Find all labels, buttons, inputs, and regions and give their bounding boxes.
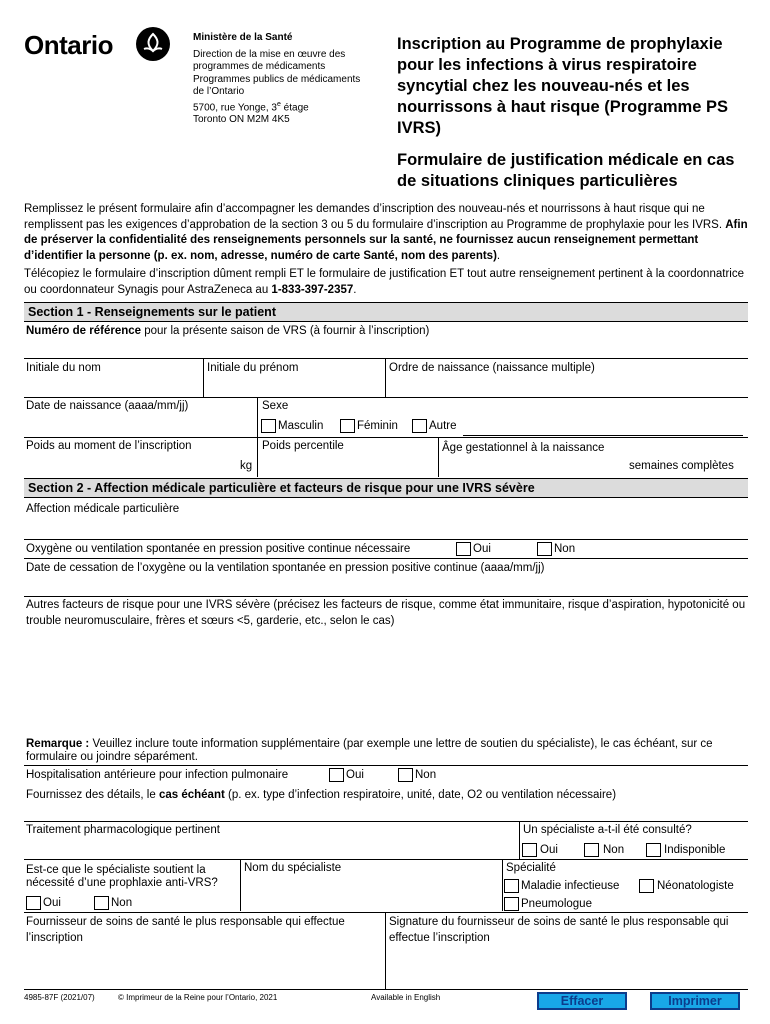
specialite-maladie-infectieuse-checkbox[interactable]: [504, 879, 519, 893]
copyright: © Imprimeur de la Reine pour l’Ontario, 2021: [118, 993, 278, 1002]
soutien-non-checkbox[interactable]: [94, 896, 109, 910]
form-subtitle: Formulaire de justification médicale en cas de situations cliniques particulières: [397, 151, 735, 190]
initial-nom-label: Initiale du nom: [26, 362, 101, 374]
address-line: Programmes publics de médicaments: [193, 73, 361, 85]
sexe-label: Sexe: [262, 400, 289, 412]
clear-button[interactable]: Effacer: [537, 992, 627, 1010]
logo-wordmark: Ontario: [24, 30, 113, 60]
date-naissance-label: Date de naissance (aaaa/mm/jj): [26, 400, 189, 412]
details-field[interactable]: [24, 804, 748, 820]
age-gestationnel-field[interactable]: [440, 457, 626, 476]
specialite-label: Spécialité: [506, 862, 556, 874]
age-unit: semaines complètes: [629, 460, 734, 472]
sexe-autre-field[interactable]: [463, 420, 743, 435]
initial-prenom-field[interactable]: [205, 377, 384, 396]
initial-nom-field[interactable]: [24, 377, 202, 396]
oxygene-oui-checkbox[interactable]: [456, 542, 471, 556]
ministry-block: [193, 32, 393, 127]
reference-number-field[interactable]: [24, 340, 748, 358]
poids-unit: kg: [240, 460, 253, 472]
poids-percentile-field[interactable]: [259, 455, 437, 475]
hospitalisation-label: Hospitalisation antérieure pour infection pulmonaire: [26, 769, 289, 781]
autres-facteurs-label: Autres facteurs de risque pour une IVRS sévère (précisez les facteurs de risque, comme état immunitaire, risque d’aspiration, hypotonicité ou trouble neuromusculaire, frères et sœurs <5, garderie, etc., selon le cas): [26, 599, 746, 627]
sexe-masculin-checkbox[interactable]: [261, 419, 276, 433]
section-2-header: Section 2 - Affection médicale particulière et facteurs de risque pour une IVRS sévère: [24, 478, 748, 498]
consulte-oui-checkbox[interactable]: [522, 843, 537, 857]
trillium-icon: [136, 27, 170, 61]
traitement-label: Traitement pharmacologique pertinent: [26, 824, 220, 836]
specialite-neonatologiste-checkbox[interactable]: [639, 879, 654, 893]
hospitalisation-oui-label: Oui: [346, 769, 364, 781]
hospitalisation-oui-checkbox[interactable]: [329, 768, 344, 782]
print-button[interactable]: Imprimer: [650, 992, 740, 1010]
soutien-label: Est-ce que le spécialiste soutient la nécessité d’une prophlaxie anti-VRS?: [26, 864, 218, 889]
ministry-name: Ministère de la Santé: [193, 32, 293, 43]
consulte-non-label: Non: [603, 844, 625, 856]
consulte-indisponible-label: Indisponible: [664, 844, 726, 856]
fournisseur-label: Fournisseur de soins de santé le plus responsable qui effectue l’inscription: [26, 916, 345, 944]
consulte-indisponible-checkbox[interactable]: [646, 843, 661, 857]
sexe-feminin-label: Féminin: [357, 420, 398, 432]
soutien-oui-label: Oui: [43, 897, 61, 909]
hospitalisation-non-label: Non: [415, 769, 437, 781]
intro-paragraph-2: Télécopiez le formulaire d’inscription dûment rempli ET le formulaire de justification ET tout autre renseignement pertinent à la coordonnatrice ou coordonnateur Synagis pour AstraZeneca au 1-833-397-2357.: [24, 268, 744, 296]
specialiste-consulte-label: Un spécialiste a-t-il été consulté?: [523, 824, 692, 836]
consulte-oui-label: Oui: [540, 844, 558, 856]
signature-field[interactable]: [387, 950, 747, 988]
address-line-floor: 5700, rue Yonge, 3e étage: [193, 100, 309, 113]
specialite-pneumologue-checkbox[interactable]: [504, 897, 519, 911]
sexe-masculin-label: Masculin: [278, 420, 324, 432]
fournisseur-field[interactable]: [24, 950, 384, 988]
autres-facteurs-field[interactable]: [24, 632, 748, 736]
reference-number-label: Numéro de référence pour la présente saison de VRS (à fournir à l’inscription): [26, 325, 430, 337]
nom-specialiste-label: Nom du spécialiste: [244, 862, 342, 874]
address-line: Direction de la mise en œuvre des: [193, 48, 346, 60]
sexe-autre-checkbox[interactable]: [412, 419, 427, 433]
oxygene-oui-label: Oui: [473, 543, 491, 555]
remarque-text: Remarque : Veuillez inclure toute information supplémentaire (par exemple une lettre de soutien du spécialiste), le cas échéant, sur ce formulaire ou joindre séparément.: [26, 738, 713, 763]
form-number: 4985-87F (2021/07): [24, 993, 95, 1002]
consulte-non-checkbox[interactable]: [584, 843, 599, 857]
address-line: de l’Ontario: [193, 86, 245, 97]
ordre-naissance-field[interactable]: [387, 377, 747, 396]
date-cessation-field[interactable]: [24, 577, 748, 595]
address-line: Toronto ON M2M 4K5: [193, 114, 290, 126]
specialite-pneumologue-label: Pneumologue: [521, 898, 592, 910]
intro-paragraph-1: Remplissez le présent formulaire afin d’accompagner les demandes d’inscription des nouveau-nés et nourrissons à haut risque qui ne remplissent pas les exigences d’approbation de la section 3 ou 5 du formulaire d’inscription au Programme de prophylaxie pour les IVRS. Afin de préserver la confidentialité des renseignements personnels sur la santé, ne fournissez aucun renseignement permettant d’identifier la personne (p. ex. nom, adresse, numéro de carte Santé, nom des parents).: [24, 203, 748, 262]
signature-label: Signature du fournisseur de soins de santé le plus responsable qui effectue l’inscription: [389, 916, 729, 944]
specialite-maladie-infectieuse-label: Maladie infectieuse: [521, 880, 620, 892]
affection-label: Affection médicale particulière: [26, 503, 180, 515]
sexe-autre-label: Autre: [429, 420, 457, 432]
age-gestationnel-label: Âge gestationnel à la naissance: [442, 442, 605, 454]
specialite-neonatologiste-label: Néonatologiste: [657, 880, 734, 892]
initial-prenom-label: Initiale du prénom: [207, 362, 299, 374]
date-naissance-field[interactable]: [24, 414, 256, 436]
date-cessation-label: Date de cessation de l’oxygène ou la ventilation spontanée en pression positive continue (aaaa/mm/jj): [26, 562, 545, 574]
sexe-feminin-checkbox[interactable]: [340, 419, 355, 433]
affection-field[interactable]: [24, 518, 748, 538]
available-in-english: Available in English: [371, 993, 441, 1002]
poids-inscription-field[interactable]: [24, 455, 236, 475]
poids-inscription-label: Poids au moment de l’inscription: [26, 440, 192, 452]
nom-specialiste-field[interactable]: [242, 877, 500, 910]
details-label: Fournissez des détails, le cas échéant (p. ex. type d’infection respiratoire, unité, date, O2 ou ventilation nécessaire): [26, 789, 617, 801]
oxygene-non-checkbox[interactable]: [537, 542, 552, 556]
address-line: programmes de médicaments: [193, 61, 326, 72]
traitement-field[interactable]: [24, 840, 518, 858]
poids-percentile-label: Poids percentile: [262, 440, 344, 452]
ontario-logo: [24, 30, 174, 64]
oxygene-non-label: Non: [554, 543, 576, 555]
form-title: Inscription au Programme de prophylaxie pour les infections à virus respiratoire syncytial chez les nouveau-nés et les nourrissons à haut risque (Programme PS IVRS): [397, 35, 728, 137]
section-1-header: Section 1 - Renseignements sur le patient: [24, 302, 748, 322]
hospitalisation-non-checkbox[interactable]: [398, 768, 413, 782]
oxygene-label: Oxygène ou ventilation spontanée en pression positive continue nécessaire: [26, 543, 411, 555]
soutien-oui-checkbox[interactable]: [26, 896, 41, 910]
ordre-naissance-label: Ordre de naissance (naissance multiple): [389, 362, 595, 374]
soutien-non-label: Non: [111, 897, 133, 909]
